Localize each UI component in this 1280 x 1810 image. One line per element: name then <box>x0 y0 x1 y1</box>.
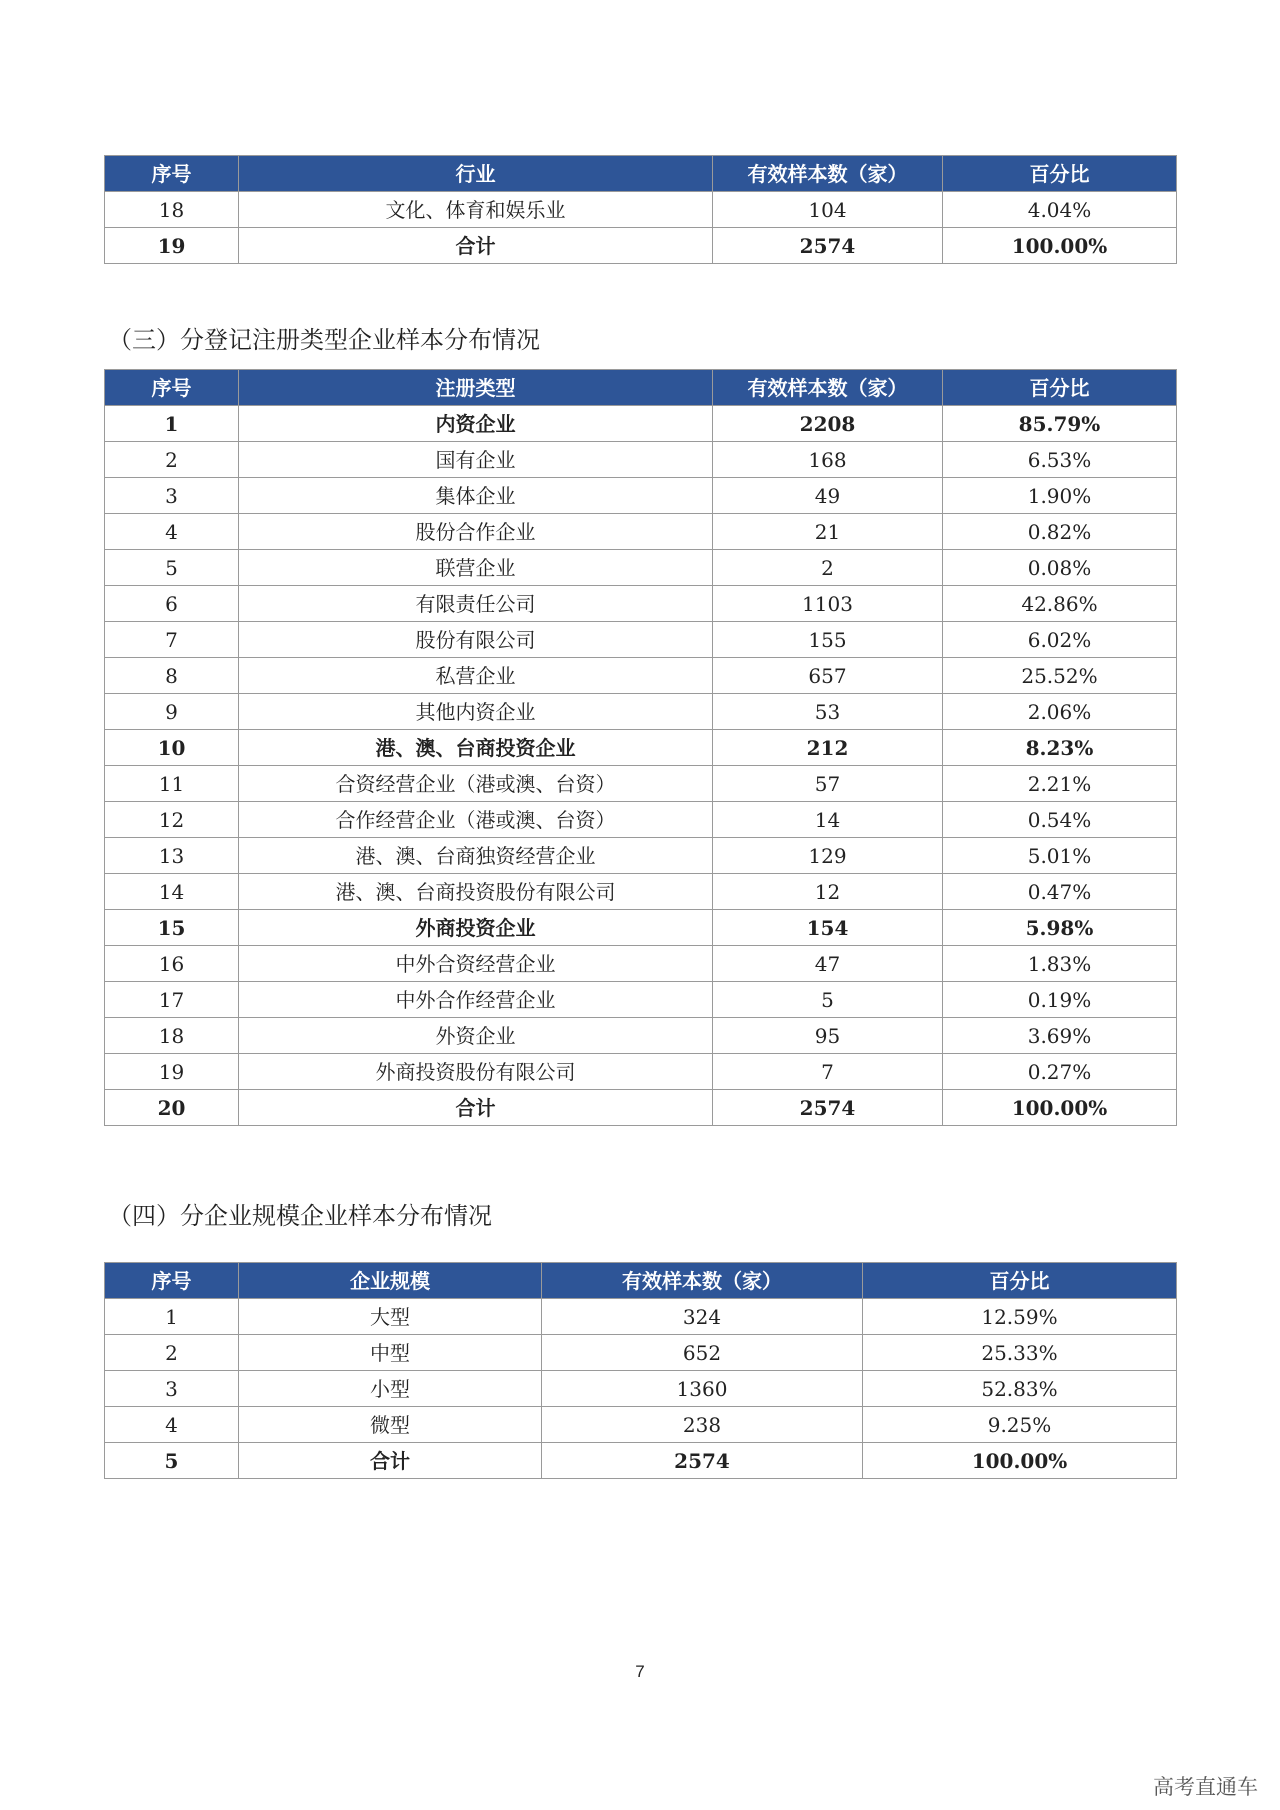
row-name-cell: 内资企业 <box>239 406 713 442</box>
row-name-cell: 文化、体育和娱乐业 <box>239 192 713 228</box>
row-count-cell: 324 <box>542 1299 863 1335</box>
row-percent-cell: 100.00% <box>863 1443 1177 1479</box>
row-count-cell: 2574 <box>542 1443 863 1479</box>
row-count-cell: 657 <box>713 658 943 694</box>
row-count-cell: 7 <box>713 1054 943 1090</box>
row-number-cell: 1 <box>105 1299 239 1335</box>
row-number-cell: 13 <box>105 838 239 874</box>
enterprise-scale-table <box>104 1262 1177 1479</box>
row-percent-cell: 52.83% <box>863 1371 1177 1407</box>
row-percent-cell: 42.86% <box>943 586 1177 622</box>
row-number-cell: 11 <box>105 766 239 802</box>
header-percent: 百分比 <box>863 1263 1177 1299</box>
row-number-cell: 6 <box>105 586 239 622</box>
table-row <box>105 1090 1177 1126</box>
row-name-cell: 小型 <box>239 1371 542 1407</box>
row-number-cell: 17 <box>105 982 239 1018</box>
row-percent-cell: 25.33% <box>863 1335 1177 1371</box>
header-no: 序号 <box>105 370 239 406</box>
row-number-cell: 4 <box>105 1407 239 1443</box>
row-name-cell: 外资企业 <box>239 1018 713 1054</box>
row-percent-cell: 0.82% <box>943 514 1177 550</box>
row-percent-cell: 5.01% <box>943 838 1177 874</box>
row-count-cell: 212 <box>713 730 943 766</box>
row-count-cell: 2 <box>713 550 943 586</box>
header-scale: 企业规模 <box>239 1263 542 1299</box>
row-count-cell: 2574 <box>713 228 943 264</box>
row-count-cell: 154 <box>713 910 943 946</box>
table-row <box>105 1299 1177 1335</box>
row-count-cell: 1360 <box>542 1371 863 1407</box>
header-industry: 行业 <box>239 156 713 192</box>
row-name-cell: 中外合资经营企业 <box>239 946 713 982</box>
row-count-cell: 57 <box>713 766 943 802</box>
row-count-cell: 168 <box>713 442 943 478</box>
table-row <box>105 1018 1177 1054</box>
table-header-row <box>105 1263 1177 1299</box>
row-count-cell: 2208 <box>713 406 943 442</box>
row-percent-cell: 8.23% <box>943 730 1177 766</box>
row-number-cell: 9 <box>105 694 239 730</box>
row-percent-cell: 100.00% <box>943 1090 1177 1126</box>
row-count-cell: 14 <box>713 802 943 838</box>
row-number-cell: 5 <box>105 1443 239 1479</box>
row-count-cell: 155 <box>713 622 943 658</box>
table-row <box>105 228 1177 264</box>
row-number-cell: 15 <box>105 910 239 946</box>
row-name-cell: 股份合作企业 <box>239 514 713 550</box>
table-row <box>105 406 1177 442</box>
row-name-cell: 中型 <box>239 1335 542 1371</box>
table-row <box>105 946 1177 982</box>
row-number-cell: 3 <box>105 478 239 514</box>
row-number-cell: 7 <box>105 622 239 658</box>
table-row <box>105 730 1177 766</box>
header-no: 序号 <box>105 1263 239 1299</box>
row-name-cell: 其他内资企业 <box>239 694 713 730</box>
row-count-cell: 47 <box>713 946 943 982</box>
row-number-cell: 3 <box>105 1371 239 1407</box>
row-percent-cell: 3.69% <box>943 1018 1177 1054</box>
row-number-cell: 18 <box>105 192 239 228</box>
row-name-cell: 合计 <box>239 228 713 264</box>
header-count: 有效样本数（家） <box>542 1263 863 1299</box>
industry-table <box>104 155 1177 264</box>
row-name-cell: 合计 <box>239 1443 542 1479</box>
table-row <box>105 586 1177 622</box>
row-percent-cell: 0.08% <box>943 550 1177 586</box>
row-name-cell: 私营企业 <box>239 658 713 694</box>
table-row <box>105 1335 1177 1371</box>
row-count-cell: 2574 <box>713 1090 943 1126</box>
table-row <box>105 874 1177 910</box>
table-row <box>105 802 1177 838</box>
row-name-cell: 外商投资企业 <box>239 910 713 946</box>
row-percent-cell: 12.59% <box>863 1299 1177 1335</box>
row-percent-cell: 100.00% <box>943 228 1177 264</box>
row-percent-cell: 6.53% <box>943 442 1177 478</box>
header-percent: 百分比 <box>943 156 1177 192</box>
table-row <box>105 838 1177 874</box>
table-row <box>105 478 1177 514</box>
row-percent-cell: 25.52% <box>943 658 1177 694</box>
row-number-cell: 18 <box>105 1018 239 1054</box>
row-name-cell: 微型 <box>239 1407 542 1443</box>
table-row <box>105 550 1177 586</box>
table-row <box>105 982 1177 1018</box>
row-count-cell: 95 <box>713 1018 943 1054</box>
table-row <box>105 514 1177 550</box>
row-count-cell: 5 <box>713 982 943 1018</box>
row-name-cell: 合计 <box>239 1090 713 1126</box>
row-percent-cell: 5.98% <box>943 910 1177 946</box>
table-row <box>105 658 1177 694</box>
row-number-cell: 19 <box>105 228 239 264</box>
table-row <box>105 694 1177 730</box>
row-count-cell: 129 <box>713 838 943 874</box>
row-number-cell: 8 <box>105 658 239 694</box>
table-row <box>105 1443 1177 1479</box>
header-count: 有效样本数（家） <box>713 156 943 192</box>
row-number-cell: 16 <box>105 946 239 982</box>
row-number-cell: 4 <box>105 514 239 550</box>
row-count-cell: 1103 <box>713 586 943 622</box>
registration-type-table <box>104 369 1177 1126</box>
table-row <box>105 1371 1177 1407</box>
row-number-cell: 2 <box>105 442 239 478</box>
row-number-cell: 14 <box>105 874 239 910</box>
row-name-cell: 港、澳、台商独资经营企业 <box>239 838 713 874</box>
row-count-cell: 49 <box>713 478 943 514</box>
row-name-cell: 港、澳、台商投资企业 <box>239 730 713 766</box>
header-no: 序号 <box>105 156 239 192</box>
row-name-cell: 合作经营企业（港或澳、台资） <box>239 802 713 838</box>
row-name-cell: 国有企业 <box>239 442 713 478</box>
row-count-cell: 104 <box>713 192 943 228</box>
table-row <box>105 1407 1177 1443</box>
row-percent-cell: 4.04% <box>943 192 1177 228</box>
row-name-cell: 外商投资股份有限公司 <box>239 1054 713 1090</box>
row-percent-cell: 1.83% <box>943 946 1177 982</box>
row-number-cell: 12 <box>105 802 239 838</box>
row-count-cell: 238 <box>542 1407 863 1443</box>
row-number-cell: 19 <box>105 1054 239 1090</box>
row-name-cell: 联营企业 <box>239 550 713 586</box>
table-row <box>105 192 1177 228</box>
row-name-cell: 合资经营企业（港或澳、台资） <box>239 766 713 802</box>
row-percent-cell: 85.79% <box>943 406 1177 442</box>
row-count-cell: 12 <box>713 874 943 910</box>
row-count-cell: 53 <box>713 694 943 730</box>
table-row <box>105 1054 1177 1090</box>
header-registration-type: 注册类型 <box>239 370 713 406</box>
watermark-text: 高考直通车 <box>1153 1775 1258 1799</box>
row-number-cell: 20 <box>105 1090 239 1126</box>
header-percent: 百分比 <box>943 370 1177 406</box>
row-number-cell: 10 <box>105 730 239 766</box>
row-count-cell: 21 <box>713 514 943 550</box>
row-number-cell: 5 <box>105 550 239 586</box>
row-name-cell: 集体企业 <box>239 478 713 514</box>
row-name-cell: 大型 <box>239 1299 542 1335</box>
section3-title: （三）分登记注册类型企业样本分布情况 <box>108 326 540 354</box>
section4-title: （四）分企业规模企业样本分布情况 <box>108 1202 492 1230</box>
row-percent-cell: 0.27% <box>943 1054 1177 1090</box>
row-number-cell: 2 <box>105 1335 239 1371</box>
row-percent-cell: 6.02% <box>943 622 1177 658</box>
table-header-row <box>105 156 1177 192</box>
row-percent-cell: 2.06% <box>943 694 1177 730</box>
row-name-cell: 中外合作经营企业 <box>239 982 713 1018</box>
table-row <box>105 910 1177 946</box>
table-row <box>105 442 1177 478</box>
row-name-cell: 港、澳、台商投资股份有限公司 <box>239 874 713 910</box>
page-number: 7 <box>635 1662 645 1681</box>
table-header-row <box>105 370 1177 406</box>
row-percent-cell: 9.25% <box>863 1407 1177 1443</box>
header-count: 有效样本数（家） <box>713 370 943 406</box>
row-name-cell: 股份有限公司 <box>239 622 713 658</box>
row-percent-cell: 1.90% <box>943 478 1177 514</box>
row-number-cell: 1 <box>105 406 239 442</box>
row-name-cell: 有限责任公司 <box>239 586 713 622</box>
row-percent-cell: 0.54% <box>943 802 1177 838</box>
row-percent-cell: 2.21% <box>943 766 1177 802</box>
table-row <box>105 766 1177 802</box>
row-percent-cell: 0.19% <box>943 982 1177 1018</box>
row-percent-cell: 0.47% <box>943 874 1177 910</box>
table-row <box>105 622 1177 658</box>
row-count-cell: 652 <box>542 1335 863 1371</box>
